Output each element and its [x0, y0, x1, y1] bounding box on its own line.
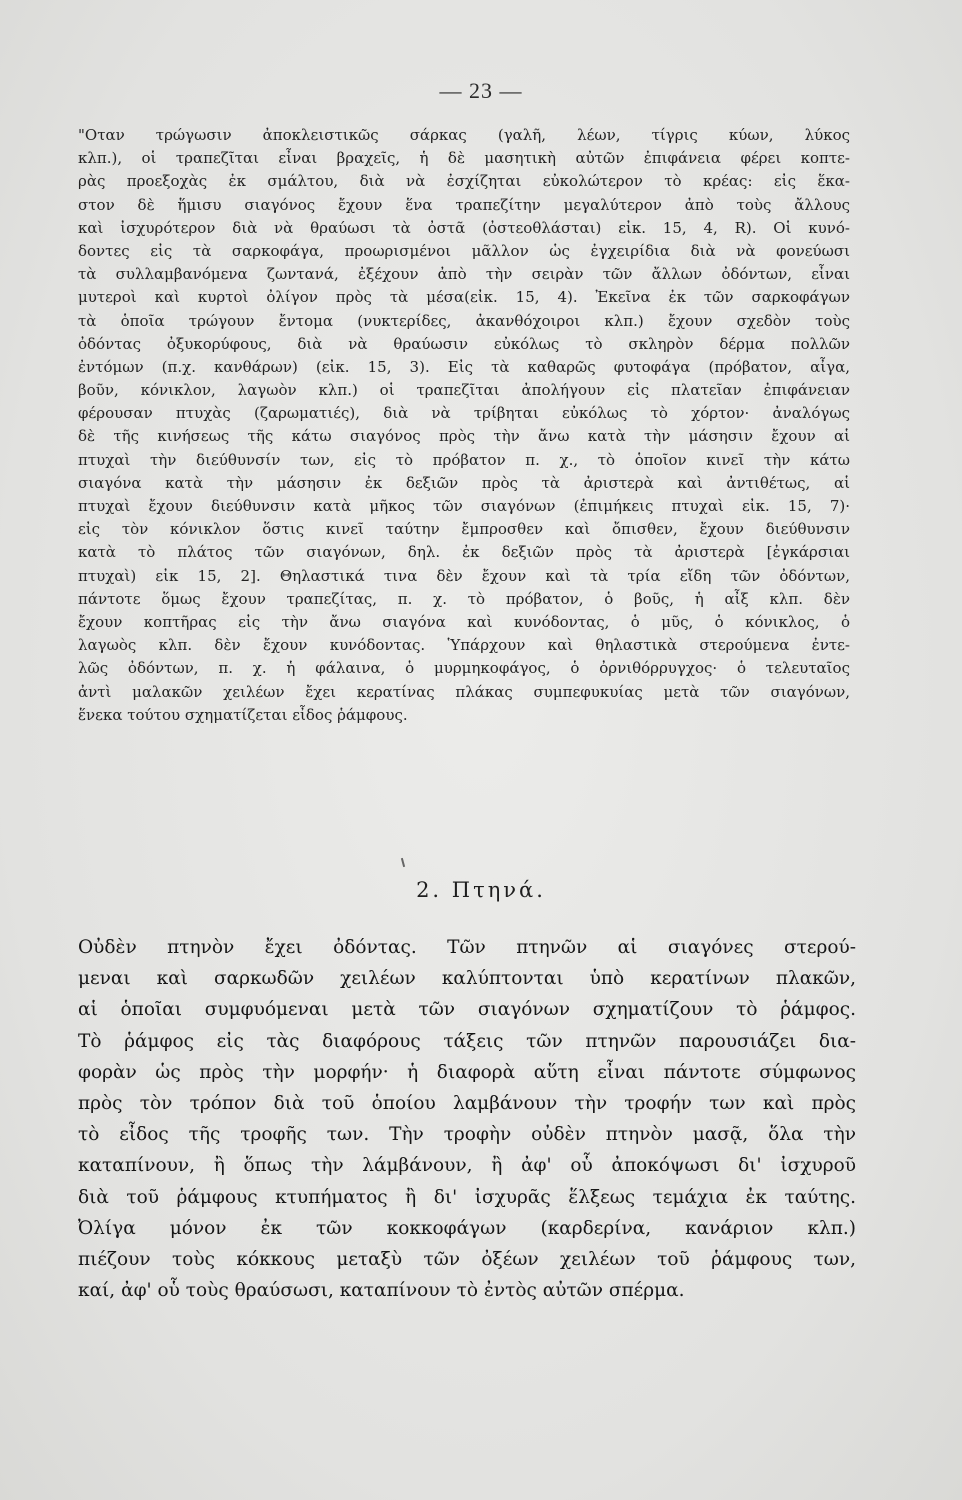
section-heading: 2. Πτηνά.	[416, 878, 546, 902]
text-line: "Οταν τρώγωσιν ἀποκλειστικῶς σάρκας (γαλῆ, λέων, τίγρις κύων, λύκος	[78, 126, 850, 144]
text-line: πτυχαὶ ἔχουν διεύθυνσιν κατὰ μῆκος τῶν σιαγόνων (ἐπιμήκεις πτυχαὶ εἰκ. 15, 7)·	[78, 497, 850, 515]
text-line: φέρουσαν πτυχὰς (ζαρωματιές), διὰ νὰ τρίβηται εὐκόλως τὸ χόρτον· ἀναλόγως	[78, 404, 850, 423]
text-line: φορὰν ὡς πρὸς τὴν μορφήν· ἡ διαφορὰ αὕτη εἶναι πάντοτε σύμφωνος	[78, 1061, 856, 1083]
text-line: καί, ἀφ' οὗ τοὺς θραύσωσι, καταπίνουν τὸ ἐντὸς αὐτῶν σπέρμα.	[78, 1280, 685, 1302]
text-line: βοῦν, κόνικλον, λαγωὸν κλπ.) οἱ τραπεζῖται ἀπολήγουν εἰς πλατεῖαν ἐπιφάνειαν	[78, 381, 850, 400]
text-line: τὸ εἶδος τῆς τροφῆς των. Τὴν τροφὴν οὐδὲν πτηνὸν μασᾷ, ὅλα τὴν	[78, 1124, 856, 1146]
text-line: καὶ ἰσχυρότερον διὰ νὰ θραύωσι τὰ ὀστᾶ (ὀστεοθλάσται) εἰκ. 15, 4, R). Οἱ κυνό-	[78, 218, 850, 237]
text-line: στον δὲ ἥμισυ σιαγόνος ἔχουν ἕνα τραπεζίτην μεγαλύτερον ἀπὸ τοὺς ἄλλους	[78, 195, 850, 214]
page-number: — 23 —	[439, 78, 523, 103]
text-line: μυτεροὶ καὶ κυρτοὶ ὀλίγον πρὸς τὰ μέσα(εἰκ. 15, 4). Ἐκεῖνα ἐκ τῶν σαρκοφάγων	[78, 288, 850, 307]
text-line: καταπίνουν, ἢ ὅπως τὴν λάμβάνουν, ἢ ἀφ' οὗ ἀποκόψωσι δι' ἰσχυροῦ	[78, 1155, 856, 1177]
text-line: πάντοτε ὅμως ἔχουν τραπεζίτας, π. χ. τὸ πρόβατον, ὁ βοῦς, ἡ αἶξ κλπ. δὲν	[78, 589, 850, 608]
text-line: μεναι καὶ σαρκωδῶν χειλέων καλύπτονται ὑπὸ κερατίνων πλακῶν,	[78, 968, 856, 990]
text-line: ἐντόμων (π.χ. κανθάρων) (εἰκ. 15, 3). Εἰς τὰ καθαρῶς φυτοφάγα (πρόβατον, αἶγα,	[78, 357, 850, 376]
text-line: ρὰς προεξοχὰς ἐκ σμάλτου, διὰ νὰ ἐσχίζηται εὐκολώτερον τὸ κρέας: εἰς ἕκα-	[78, 172, 850, 191]
text-line: ἔχουν κοπτῆρας εἰς τὴν ἄνω σιαγόνα καὶ κυνόδοντας, ὁ μῦς, ὁ κόνικλος, ὁ	[78, 612, 850, 631]
text-line: λῶς ὀδόντων, π. χ. ἡ φάλαινα, ὁ μυρμηκοφάγος, ὁ ὀρνιθόρρυγχος· ὁ τελευταῖος	[78, 659, 850, 678]
text-line: τὰ συλλαμβανόμενα ζωντανά, ἐξέχουν ἀπὸ τὴν σειρὰν τῶν ἄλλων ὀδόντων, εἶναι	[78, 265, 850, 284]
text-line: ἕνεκα τούτου σχηματίζεται εἶδος ῥάμφους.	[78, 705, 408, 724]
text-line: τὰ ὁποῖα τρώγουν ἔντομα (νυκτερίδες, ἀκανθόχοιροι κλπ.) ἔχουν σχεδὸν τοὺς	[78, 311, 850, 330]
text-line: ὀδόντας ὀξυκορύφους, διὰ νὰ θραύωσιν εὐκόλως τὸ σκληρὸν δέρμα πολλῶν	[78, 334, 850, 353]
text-line: κατὰ τὸ πλάτος τῶν σιαγόνων, δηλ. ἐκ δεξιῶν πρὸς τὰ ἀριστερὰ [ἐγκάρσιαι	[78, 543, 850, 562]
birds-paragraph	[78, 932, 856, 1306]
text-line: αἱ ὁποῖαι συμφυόμεναι μετὰ τῶν σιαγόνων σχηματίζουν τὸ ῥάμφος.	[78, 999, 856, 1021]
text-line: Τὸ ῥάμφος εἰς τὰς διαφόρους τάξεις τῶν πτηνῶν παρουσιάζει δια-	[78, 1030, 856, 1052]
text-line: Ὀλίγα μόνον ἐκ τῶν κοκκοφάγων (καρδερίνα, κανάριον κλπ.)	[78, 1217, 856, 1239]
text-line: πτυχαὶ) εἰκ 15, 2]. Θηλαστικά τινα δὲν ἔχουν καὶ τὰ τρία εἴδη τῶν ὀδόντων,	[78, 566, 850, 585]
text-line: κλπ.), οἱ τραπεζῖται εἶναι βραχεῖς, ἡ δὲ μασητικὴ αὐτῶν ἐπιφάνεια φέρει κοπτε-	[78, 149, 850, 168]
text-line: πιέζουν τοὺς κόκκους μεταξὺ τῶν ὀξέων χειλέων τοῦ ῥάμφους των,	[78, 1248, 856, 1270]
text-line: ἀντὶ μαλακῶν χειλέων ἔχει κερατίνας πλάκας συμπεφυκυίας μετὰ τῶν σιαγόνων,	[78, 682, 850, 701]
text-line: πτυχαὶ τὴν διεύθυνσίν των, εἰς τὸ πρόβατον π. χ., τὸ ὁποῖον κινεῖ τὴν κάτω	[78, 450, 850, 469]
print-speck	[401, 858, 405, 867]
text-line: εἰς τὸν κόνικλον ὅστις κινεῖ ταύτην ἔμπροσθεν καὶ ὄπισθεν, ἔχουν διεύθυνσιν	[78, 520, 850, 539]
text-line: δὲ τῆς κινήσεως τῆς κάτω σιαγόνος πρὸς τὴν ἄνω κατὰ τὴν μάσησιν ἔχουν αἱ	[78, 427, 850, 446]
text-line: διὰ τοῦ ῥάμφους κτυπήματος ἢ δι' ἰσχυρᾶς ἕλξεως τεμάχια ἐκ ταύτης.	[78, 1186, 856, 1208]
text-line: πρὸς τὸν τρόπον διὰ τοῦ ὁποίου λαμβάνουν τὴν τροφήν των καὶ πρὸς	[78, 1092, 856, 1114]
text-line: δοντες εἰς τὰ σαρκοφάγα, προωρισμένοι μᾶλλον ὡς ἐγχειρίδια διὰ νὰ φονεύωσι	[78, 241, 850, 260]
text-line: σιαγόνα κατὰ τὴν μάσησιν ἐκ δεξιῶν πρὸς τὰ ἀριστερὰ καὶ ἀντιθέτως, αἱ	[78, 473, 850, 492]
mammal-teeth-paragraph	[78, 124, 850, 727]
text-line: λαγωὸς κλπ. δὲν ἔχουν κυνόδοντας. Ὑπάρχουν καὶ θηλαστικὰ στερούμενα ἐντε-	[78, 636, 850, 655]
text-line: Οὐδὲν πτηνὸν ἔχει ὀδόντας. Τῶν πτηνῶν αἱ σιαγόνες στερού-	[78, 937, 856, 958]
